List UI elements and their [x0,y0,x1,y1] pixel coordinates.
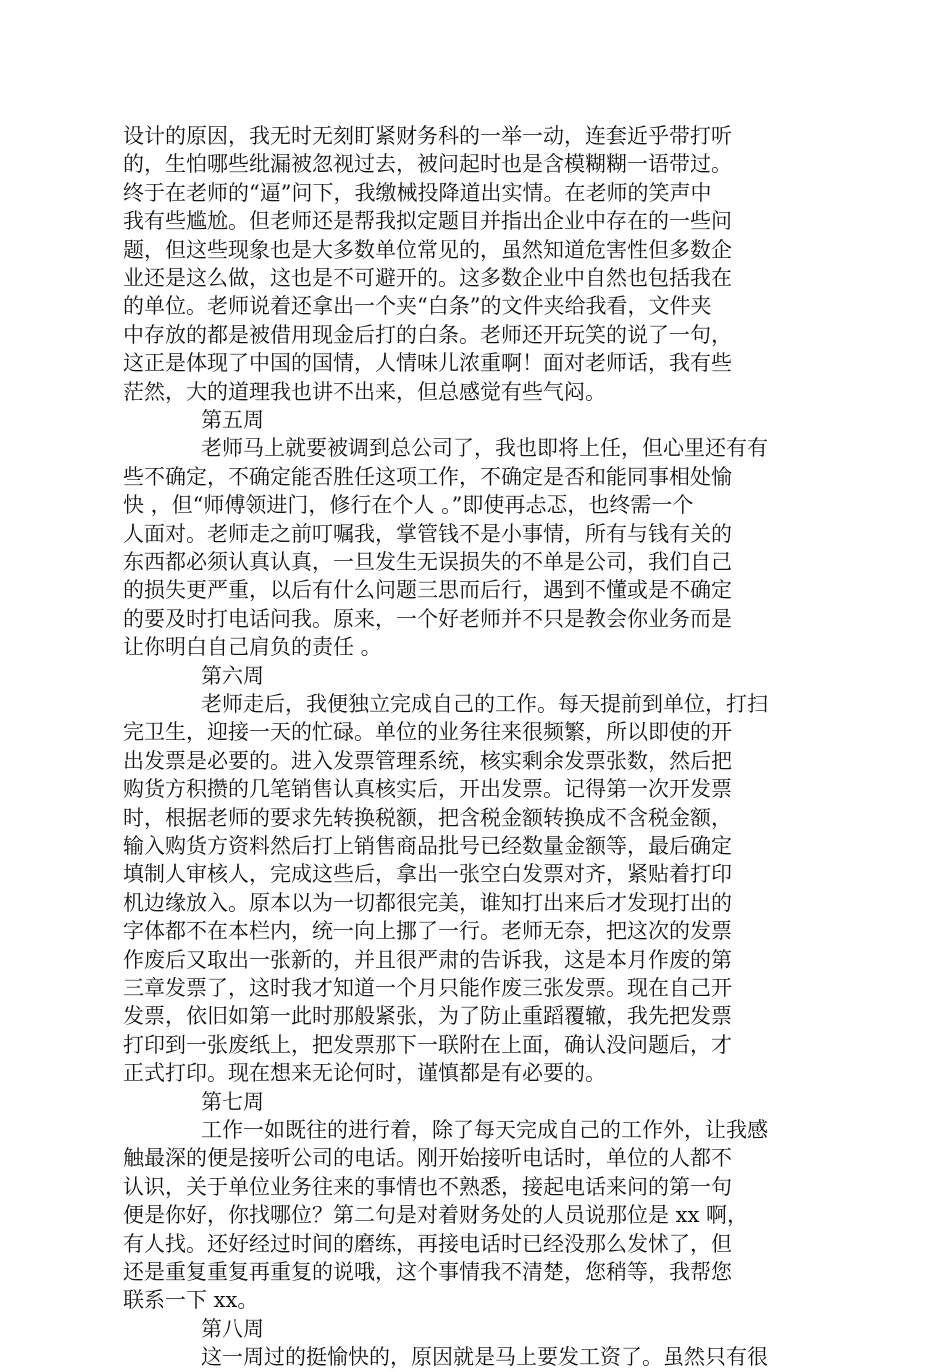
paragraph-line: 触最深的便是接听公司的电话。刚开始接听电话时，单位的人都不 [123,1146,732,1171]
paragraph-line: 购货方积攒的几笔销售认真核实后，开出发票。记得第一次开发票 [123,777,732,802]
paragraph-line: 三章发票了，这时我才知道一个月只能作废三张发票。现在自己开 [123,976,732,1000]
paragraph-line: 这正是体现了中国的国情，人情味儿浓重啊！面对老师话，我有些 [123,351,732,376]
paragraph-line: 时，根据老师的要求先转换税额，把含税金额转换成不含税金额， [123,805,732,830]
paragraph-line: 认识，关于单位业务往来的事情也不熟悉，接起电话来问的第一句 [123,1174,732,1199]
paragraph-line: 的损失更严重，以后有什么问题三思而后行，遇到不懂或是不确定 [123,578,732,603]
paragraph-line: 茫然，大的道理我也讲不出来，但总感觉有些气闷。 [123,379,606,404]
paragraph-line: 工作一如既往的进行着，除了每天完成自己的工作外，让我感 [201,1118,768,1142]
paragraph-line: 正式打印。现在想来无论何时，谨慎都是有必要的。 [123,1061,606,1086]
section-heading: 第六周 [201,663,264,688]
paragraph-line: 老师走后，我便独立完成自己的工作。每天提前到单位，打扫 [201,692,768,716]
paragraph-line: 些不确定，不确定能否胜任这项工作，不确定是否和能同事相处愉 [123,464,732,489]
paragraph-line: 老师马上就要被调到总公司了，我也即将上任，但心里还有有 [201,436,768,461]
paragraph-line: 的要及时打电话问我。原来，一个好老师并不只是教会你业务而是 [123,606,732,631]
paragraph-line: 有人找。还好经过时间的磨练，再接电话时已经没那么发怵了，但 [123,1231,732,1256]
paragraph-line: 中存放的都是被借用现金后打的白条。老师还开玩笑的说了一句， [123,322,732,347]
paragraph-line: 快 ，但“师傅领进门，修行在个人 。”即使再忐忑，也终需一个 [123,493,694,518]
paragraph-line: 完卫生，迎接一天的忙碌。单位的业务往来很频繁，所以即使的开 [123,720,732,745]
paragraph-line: 题，但这些现象也是大多数单位常见的，虽然知道危害性但多数企 [123,237,732,262]
paragraph-line: 作废后又取出一张新的，并且很严肃的告诉我，这是本月作废的第 [123,947,732,972]
paragraph-line: 发票，依旧如第一此时那般紧张，为了防止重蹈覆辙，我先把发票 [123,1004,732,1029]
paragraph-line: 输入购货方资料然后打上销售商品批号已经数量金额等，最后确定 [123,834,732,858]
paragraph-line: 人面对。老师走之前叮嘱我，掌管钱不是小事情，所有与钱有关的 [123,521,732,546]
paragraph-line: 的，生怕哪些纰漏被忽视过去，被问起时也是含模糊糊一语带过。 [123,152,732,177]
paragraph-line: 联系一下 xx。 [123,1288,259,1313]
paragraph-line: 填制人审核人，完成这些后，拿出一张空白发票对齐，紧贴着打印 [123,862,732,887]
paragraph-line: 我有些尴尬。但老师还是帮我拟定题目并指出企业中存在的一些问 [123,209,732,234]
paragraph-line: 还是重复重复再重复的说哦，这个事情我不清楚，您稍等，我帮您 [123,1260,732,1284]
section-heading: 第八周 [201,1316,264,1341]
paragraph-line: 机边缘放入。原本以为一切都很完美，谁知打出来后才发现打出的 [123,890,732,915]
paragraph-line: 东西都必须认真认真，一旦发生无误损失的不单是公司，我们自己 [123,550,732,574]
paragraph-line: 打印到一张废纸上，把发票那下一联附在上面，确认没问题后，才 [123,1032,732,1057]
section-heading: 第七周 [201,1089,264,1114]
paragraph-line: 业还是这么做，这也是不可避开的。这多数企业中自然也包括我在 [123,266,732,290]
paragraph-line: 的单位。老师说着还拿出一个夹“白条”的文件夹给我看，文件夹 [123,294,712,319]
paragraph-line: 出发票是必要的。进入发票管理系统，核实剩余发票张数，然后把 [123,748,732,773]
section-heading: 第五周 [201,408,264,432]
paragraph-line: 字体都不在本栏内，统一向上挪了一行。老师无奈，把这次的发票 [123,919,732,944]
paragraph-line: 终于在老师的“逼”问下，我缴械投降道出实情。在老师的笑声中 [123,180,712,205]
paragraph-line: 让你明白自己肩负的责任 。 [123,635,382,660]
paragraph-line: 设计的原因，我无时无刻盯紧财务科的一举一动，连套近乎带打听 [123,124,732,148]
paragraph-line: 这一周过的挺愉快的，原因就是马上要发工资了。虽然只有很 [201,1345,768,1370]
paragraph-line: 便是你好，你找哪位？第二句是对着财务处的人员说那位是 xx 啊， [123,1203,749,1228]
